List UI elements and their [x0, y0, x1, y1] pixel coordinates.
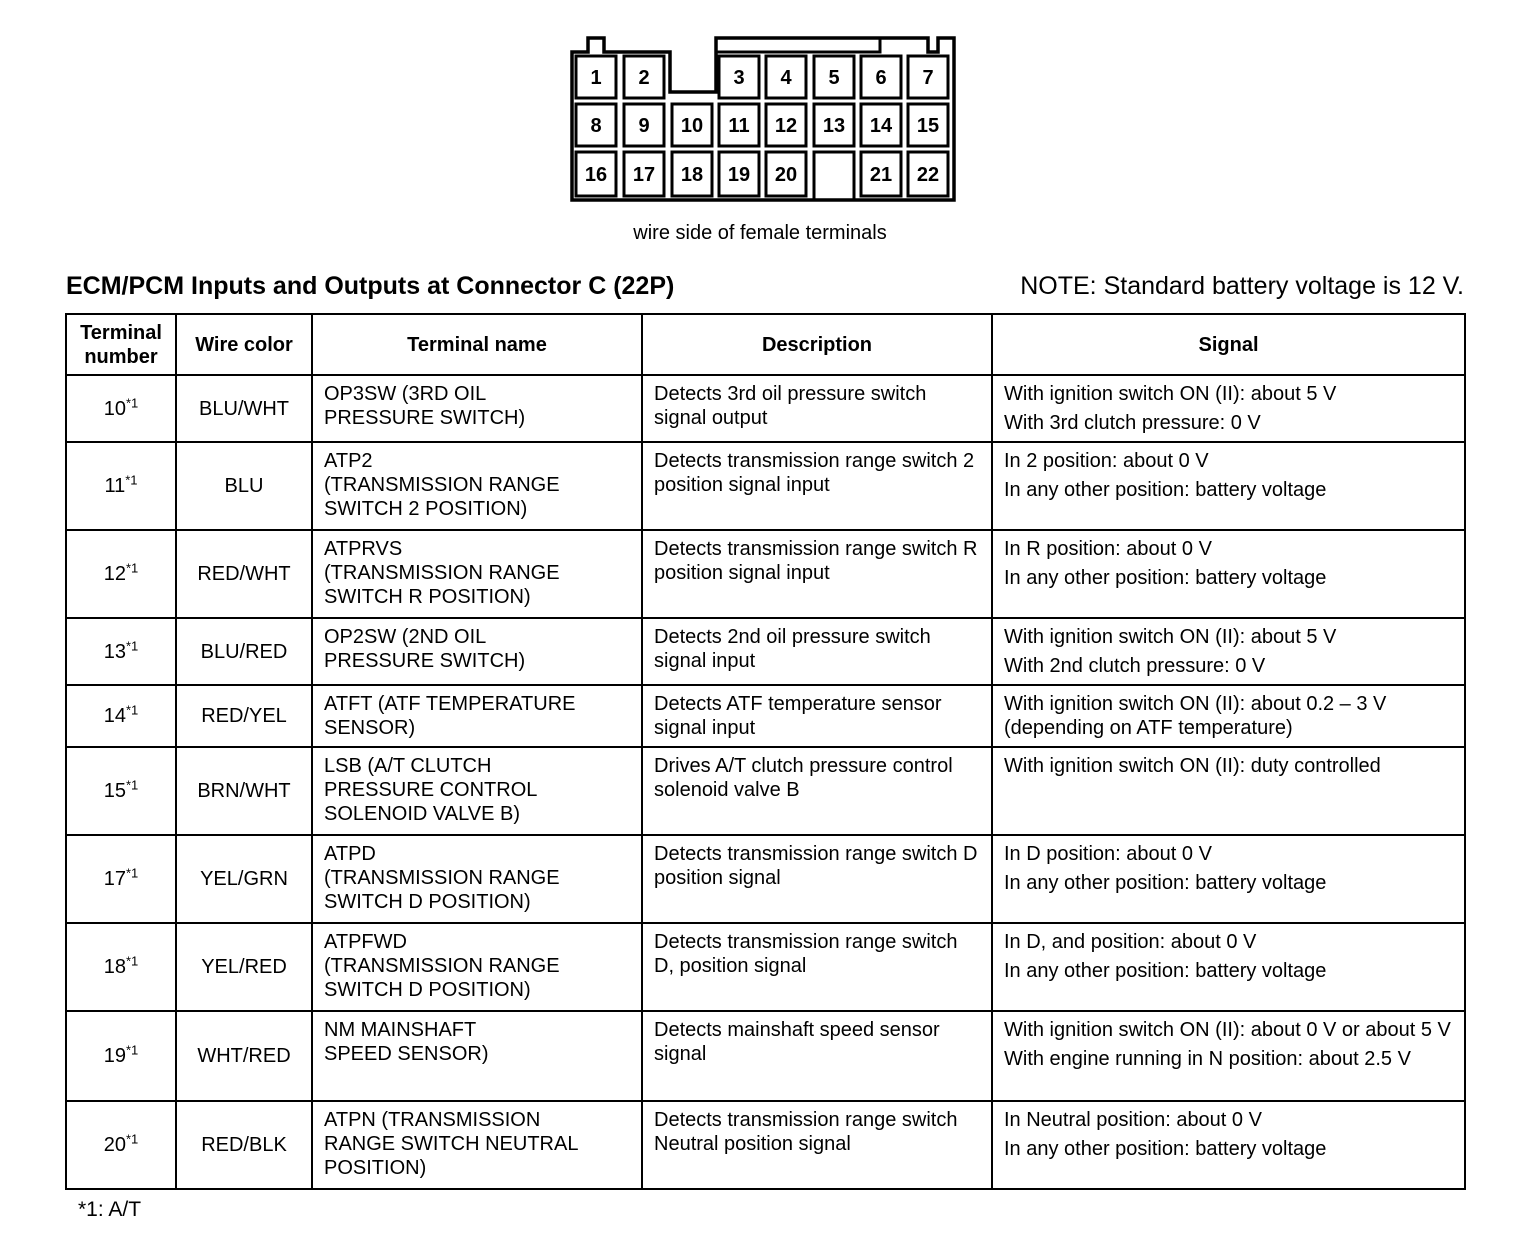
terminal-number-label: 14: [869, 115, 893, 137]
terminal-number-label: 1: [590, 67, 602, 89]
signal-line: In 2 position: about 0 V: [1004, 450, 1209, 472]
signal-line: In any other position: battery voltage: [1004, 567, 1327, 589]
terminal-name: ATP2 (TRANSMISSION RANGE SWITCH 2 POSITION): [312, 442, 642, 530]
header-terminal-name: Terminal name: [312, 314, 642, 375]
signal: [992, 923, 1465, 1011]
footnote-mark: *1: [125, 472, 138, 488]
connector-diagram: [560, 30, 960, 206]
header-signal: Signal: [992, 314, 1465, 375]
footnote-mark: *1: [125, 560, 139, 576]
table-row: [66, 923, 1465, 1011]
terminal-number-label: 9: [638, 115, 650, 137]
signal-line: With ignition switch ON (II): duty controlled: [1004, 755, 1381, 777]
terminal-number: 14$^{*1}$: [66, 685, 176, 747]
signal: [992, 375, 1465, 442]
terminal-number-label: 6: [875, 67, 887, 89]
terminal-number: 13$^{*1}$: [66, 618, 176, 685]
wire-color: BLU/RED: [176, 618, 312, 685]
terminal-number: 17$^{*1}$: [66, 835, 176, 923]
signal-line: With ignition switch ON (II): about 0.2 – 3 V (depending on ATF temperature): [1004, 693, 1387, 739]
terminal-number-label: 21: [869, 164, 893, 186]
footnote-mark: *1: [125, 953, 139, 969]
description: Detects 2nd oil pressure switch signal input: [642, 618, 992, 685]
header-wire-color: Wire color: [176, 314, 312, 375]
signal: [992, 1011, 1465, 1101]
description: Detects transmission range switch 2 position signal input: [642, 442, 992, 530]
footnote-mark: *1: [125, 637, 139, 653]
wire-color: BLU: [176, 442, 312, 530]
description: Detects transmission range switch Neutral position signal: [642, 1101, 992, 1189]
terminal-name: NM MAINSHAFT SPEED SENSOR): [312, 1011, 642, 1101]
footnote-mark: *1: [125, 1131, 139, 1147]
io-table: [65, 313, 1466, 1190]
table-row: [66, 747, 1465, 835]
footnote-mark: *1: [125, 394, 139, 410]
terminal-name: OP2SW (2ND OIL PRESSURE SWITCH): [312, 618, 642, 685]
signal: [992, 530, 1465, 618]
terminal-number-label: 20: [774, 164, 798, 186]
wire-color: WHT/RED: [176, 1011, 312, 1101]
description: Drives A/T clutch pressure control solenoid valve B: [642, 747, 992, 835]
diagram-caption: wire side of female terminals: [633, 222, 887, 244]
voltage-note: NOTE: Standard battery voltage is 12 V.: [1020, 272, 1464, 300]
signal-line: With engine running in N position: about 2.5 V: [1004, 1048, 1411, 1070]
table-row: [66, 375, 1465, 442]
signal: [992, 1101, 1465, 1189]
footnote-mark: *1: [125, 1042, 139, 1058]
header-description: Description: [642, 314, 992, 375]
terminal-name: ATPRVS (TRANSMISSION RANGE SWITCH R POSITION): [312, 530, 642, 618]
signal-line: In D position: about 0 V: [1004, 843, 1212, 865]
signal-line: With ignition switch ON (II): about 5 V: [1004, 383, 1337, 405]
footnote-mark: *1: [125, 777, 139, 793]
signal: [992, 685, 1465, 747]
terminal-number-label: 8: [590, 115, 602, 137]
table-row: [66, 618, 1465, 685]
signal: [992, 442, 1465, 530]
terminal-number-label: 3: [733, 67, 745, 89]
terminal-number: 12$^{*1}$: [66, 530, 176, 618]
signal-line: In Neutral position: about 0 V: [1004, 1109, 1262, 1131]
signal-line: In any other position: battery voltage: [1004, 479, 1327, 501]
wire-color: YEL/RED: [176, 923, 312, 1011]
terminal-number-label: 12: [774, 115, 798, 137]
terminal-number-label: 19: [727, 164, 751, 186]
terminal-number: 20$^{*1}$: [66, 1101, 176, 1189]
signal-line: In R position: about 0 V: [1004, 538, 1212, 560]
terminal-number: 10$^{*1}$: [66, 375, 176, 442]
wire-color: YEL/GRN: [176, 835, 312, 923]
wire-color: RED/BLK: [176, 1101, 312, 1189]
table-row: [66, 1011, 1465, 1101]
signal: [992, 747, 1465, 835]
table-row: [66, 442, 1465, 530]
terminal-number-label: 11: [728, 115, 750, 137]
signal-line: In any other position: battery voltage: [1004, 960, 1327, 982]
terminal-number: 15$^{*1}$: [66, 747, 176, 835]
wire-color: RED/WHT: [176, 530, 312, 618]
terminal-number-label: 18: [680, 164, 704, 186]
key-slot: [814, 152, 854, 200]
signal-line: In D, and position: about 0 V: [1004, 931, 1257, 953]
signal-line: With 3rd clutch pressure: 0 V: [1004, 412, 1261, 434]
signal: [992, 835, 1465, 923]
terminal-number-label: 17: [632, 164, 656, 186]
terminal-name: ATPD (TRANSMISSION RANGE SWITCH D POSITION): [312, 835, 642, 923]
signal-line: In any other position: battery voltage: [1004, 1138, 1327, 1160]
description: Detects ATF temperature sensor signal input: [642, 685, 992, 747]
description: Detects transmission range switch D position signal: [642, 835, 992, 923]
signal-line: In any other position: battery voltage: [1004, 872, 1327, 894]
description: Detects 3rd oil pressure switch signal output: [642, 375, 992, 442]
terminal-number-label: 16: [584, 164, 608, 186]
terminal-name: OP3SW (3RD OIL PRESSURE SWITCH): [312, 375, 642, 442]
terminal-number: 18$^{*1}$: [66, 923, 176, 1011]
terminal-number: 19$^{*1}$: [66, 1011, 176, 1101]
page-title: ECM/PCM Inputs and Outputs at Connector C (22P): [66, 272, 675, 300]
table-header-row: [66, 314, 1465, 375]
footnote-mark: *1: [125, 702, 139, 718]
table-row: [66, 685, 1465, 747]
terminal-number-label: 15: [916, 115, 940, 137]
signal: [992, 618, 1465, 685]
footnote: *1: A/T: [78, 1198, 142, 1221]
terminal-name: LSB (A/T CLUTCH PRESSURE CONTROL SOLENOID VALVE B): [312, 747, 642, 835]
signal-line: With ignition switch ON (II): about 5 V: [1004, 626, 1337, 648]
wire-color: BLU/WHT: [176, 375, 312, 442]
terminal-number-label: 5: [828, 67, 840, 89]
description: Detects transmission range switch R position signal input: [642, 530, 992, 618]
terminal-number: 11$^{*1}$: [66, 442, 176, 530]
terminal-name: ATFT (ATF TEMPERATURE SENSOR): [312, 685, 642, 747]
terminal-number-label: 7: [922, 67, 934, 89]
wire-color: RED/YEL: [176, 685, 312, 747]
connector-latch: [716, 38, 880, 52]
wire-color: BRN/WHT: [176, 747, 312, 835]
table-row: [66, 835, 1465, 923]
terminal-number-label: 2: [638, 67, 650, 89]
description: Detects mainshaft speed sensor signal: [642, 1011, 992, 1101]
terminal-number-label: 4: [780, 67, 792, 89]
header-terminal: Terminal number: [66, 314, 176, 375]
table-row: [66, 530, 1465, 618]
terminal-number-label: 13: [822, 115, 846, 137]
table-row: [66, 1101, 1465, 1189]
terminal-name: ATPN (TRANSMISSION RANGE SWITCH NEUTRAL POSITION): [312, 1101, 642, 1189]
terminal-name: ATPFWD (TRANSMISSION RANGE SWITCH D POSITION): [312, 923, 642, 1011]
connector-outline: [572, 38, 954, 200]
description: Detects transmission range switch D, position signal: [642, 923, 992, 1011]
terminal-number-label: 10: [680, 115, 704, 137]
signal-line: With ignition switch ON (II): about 0 V or about 5 V: [1004, 1019, 1451, 1041]
footnote-mark: *1: [125, 865, 139, 881]
terminal-number-label: 22: [916, 164, 940, 186]
terminal-cells: [576, 56, 948, 200]
signal-line: With 2nd clutch pressure: 0 V: [1004, 655, 1266, 677]
